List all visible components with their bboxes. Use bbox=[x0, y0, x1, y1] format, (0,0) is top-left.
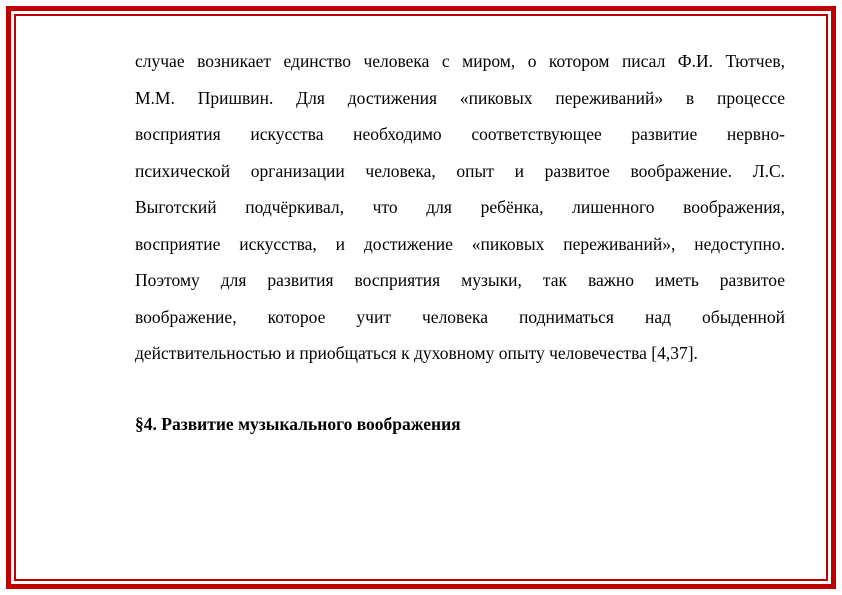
paragraph-line: воображение, которое учит человека подниматься над обыденной bbox=[135, 306, 785, 327]
paragraph-line: действительностью и приобщаться к духовному опыту человечества [4,37]. bbox=[135, 343, 698, 363]
paragraph-line: Поэтому для развития восприятия музыки, так важно иметь развитое bbox=[135, 270, 785, 290]
paragraph-line: М.М. Пришвин. Для достижения «пиковых переживаний» в процессе bbox=[135, 87, 785, 108]
body-paragraph bbox=[135, 49, 785, 378]
paragraph-line: психической организации человека, опыт и развитое воображение. Л.С. bbox=[135, 160, 785, 181]
section-heading: §4. Развитие музыкального воображения bbox=[135, 414, 461, 434]
paragraph-line: восприятия искусства необходимо соответствующее развитие нервно- bbox=[135, 124, 785, 144]
paragraph-line: восприятие искусства, и достижение «пиковых переживаний», недоступно. bbox=[135, 233, 785, 254]
paragraph-line: случае возникает единство человека с миром, о котором писал Ф.И. Тютчев, bbox=[135, 51, 785, 71]
paragraph-line: Выготский подчёркивал, что для ребёнка, лишенного воображения, bbox=[135, 197, 785, 217]
